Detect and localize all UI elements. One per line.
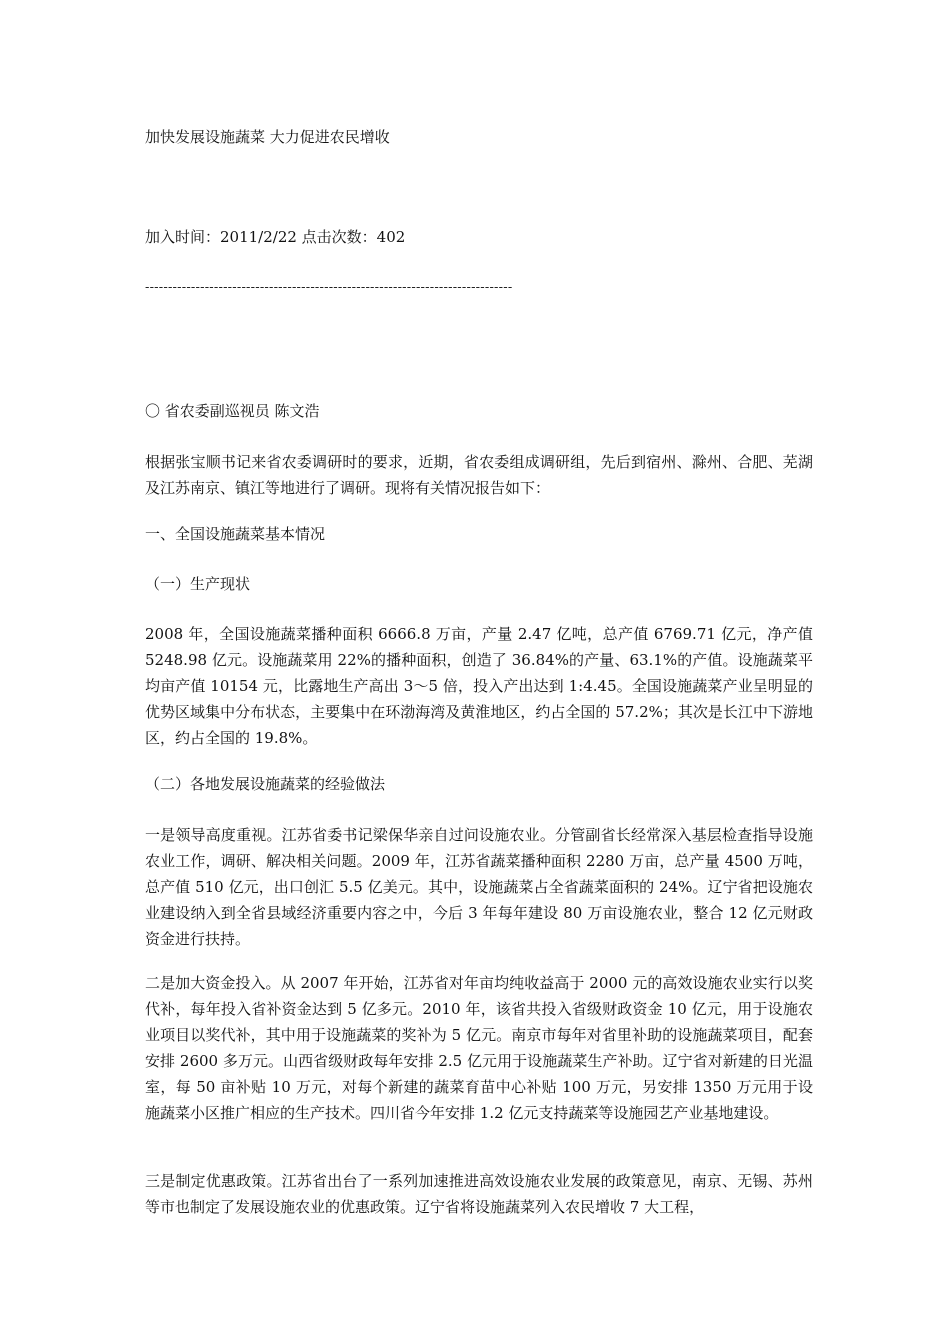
author-line: 〇 省农委副巡视员 陈文浩 [145, 402, 320, 420]
section-1-heading: 一、全国设施蔬菜基本情况 [145, 525, 326, 543]
production-status-paragraph: 2008 年，全国设施蔬菜播种面积 6666.8 万亩，产量 2.47 亿吨，总产值 6769.71 亿元，净产值 5248.98 亿元。设施蔬菜用 22%的播种面积，创造了 36.84%的产量、63.1%的产值。设施蔬菜平均亩产值 10154 元，比露地生产高出 3～5 倍，投入产出达到 1:4.45。全国设施蔬菜产业呈明显的优势区域集中分布状态，主要集中在环渤海湾及黄淮地区，约占全国的 57.2%；其次是长江中下游地区，约占全国的 19.8%。 [145, 625, 813, 747]
subsection-2-heading: （二）各地发展设施蔬菜的经验做法 [145, 775, 386, 793]
document-title: 加快发展设施蔬菜 大力促进农民增收 [145, 128, 390, 146]
point-3-paragraph: 三是制定优惠政策。江苏省出台了一系列加速推进高效设施农业发展的政策意见，南京、无锡、苏州等市也制定了发展设施农业的优惠政策。辽宁省将设施蔬菜列入农民增收 7 大工程， [145, 1172, 813, 1216]
point-1-paragraph: 一是领导高度重视。江苏省委书记梁保华亲自过问设施农业。分管副省长经常深入基层检查指导设施农业工作，调研、解决相关问题。2009 年，江苏省蔬菜播种面积 2280 万亩，总产量 4500 万吨，总产值 510 亿元，出口创汇 5.5 亿美元。其中，设施蔬菜占全省蔬菜面积的 24%。辽宁省把设施农业建设纳入到全省县域经济重要内容之中，今后 3 年每年建设 80 万亩设施农业，整合 12 亿元财政资金进行扶持。 [145, 826, 813, 948]
intro-paragraph: 根据张宝顺书记来省农委调研时的要求，近期，省农委组成调研组，先后到宿州、滁州、合肥、芜湖及江苏南京、镇江等地进行了调研。现将有关情况报告如下： [145, 453, 813, 497]
subsection-1-heading: （一）生产现状 [145, 575, 251, 593]
publish-meta: 加入时间：2011/2/22 点击次数：402 [145, 228, 406, 246]
point-2-paragraph: 二是加大资金投入。从 2007 年开始，江苏省对年亩均纯收益高于 2000 元的高效设施农业实行以奖代补，每年投入省补资金达到 5 亿多元。2010 年，该省共投入省级财政资金 10 亿元，用于设施农业项目以奖代补，其中用于设施蔬菜的奖补为 5 亿元。南京市每年对省里补助的设施蔬菜项目，配套安排 2600 多万元。山西省级财政每年安排 2.5 亿元用于设施蔬菜生产补助。辽宁省对新建的日光温室，每 50 亩补贴 10 万元，对每个新建的蔬菜育苗中心补贴 100 万元，另安排 1350 万元用于设施蔬菜小区推广相应的生产技术。四川省今年安排 1.2 亿元支持蔬菜等设施园艺产业基地建设。 [145, 974, 813, 1122]
dashed-separator: -------------------------------------------------------------------------------- [145, 280, 513, 295]
